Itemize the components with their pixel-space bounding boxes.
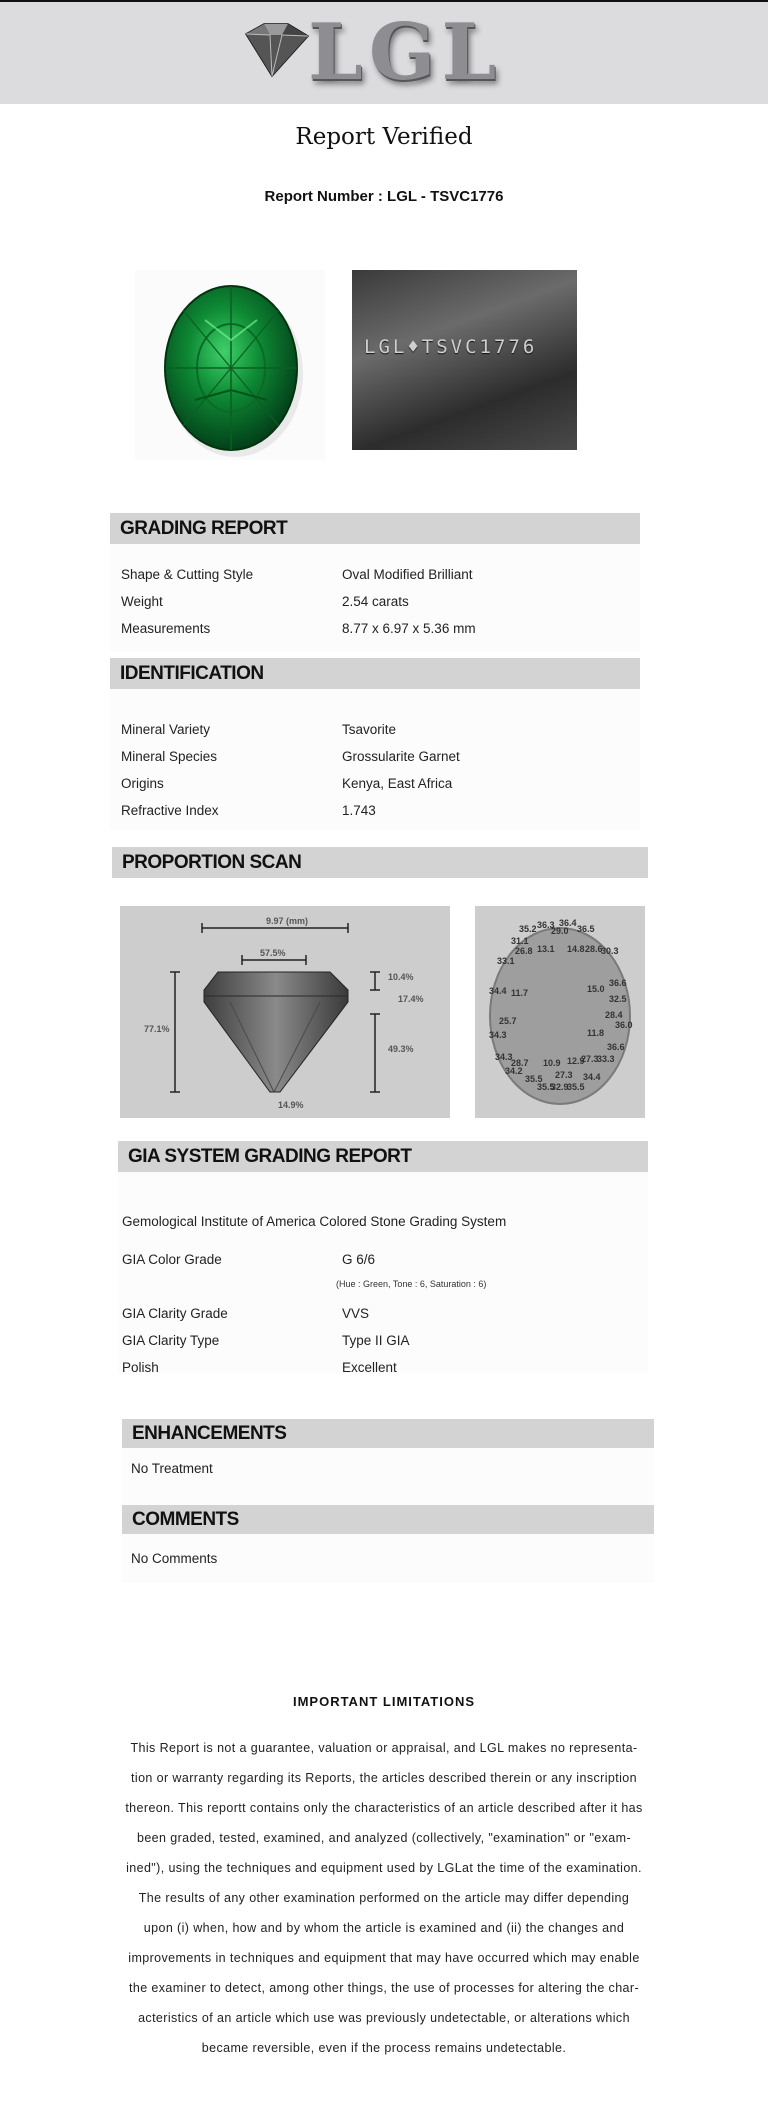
identification-heading: IDENTIFICATION <box>110 658 640 689</box>
scan-value-36: 34.2 <box>505 1066 523 1076</box>
scan-value-1: 35.2 <box>519 924 537 934</box>
limitations-line: thereon. This reportt contains only the characteristics of an article described after it has <box>125 1801 643 1815</box>
crown-value: 10.4% <box>388 972 414 982</box>
color-grade-note: (Hue : Green, Tone : 6, Saturation : 6) <box>336 1279 487 1289</box>
table-value: 57.5% <box>260 948 286 958</box>
limitations-line: became reversible, even if the process remains undetectable. <box>201 2041 567 2055</box>
measurements-label: Measurements <box>121 621 211 636</box>
mineral-variety-label: Mineral Variety <box>121 722 211 737</box>
limitations-line: The results of any other examination performed on the article may differ depending <box>138 1891 630 1905</box>
clarity-type-value: Type II GIA <box>342 1333 410 1348</box>
lgl-logo[interactable] <box>232 7 503 98</box>
scan-value-26: 10.9 <box>543 1058 561 1068</box>
weight-value: 2.54 carats <box>342 594 409 609</box>
gem-profile-diagram <box>120 906 450 1118</box>
clarity-grade-value: VVS <box>342 1306 370 1321</box>
diamond-logo-icon <box>236 20 312 80</box>
scan-value-25: 28.7 <box>511 1058 529 1068</box>
scan-value-4: 36.5 <box>577 924 595 934</box>
girdle-value: 17.4% <box>398 994 424 1004</box>
limitations-line: the examiner to detect, among other things, the use of processes for altering the char- <box>128 1981 640 1995</box>
scan-value-29: 33.3 <box>597 1054 615 1064</box>
scan-value-2: 36.3 <box>537 920 555 930</box>
comments-value: No Comments <box>131 1551 218 1566</box>
gia-intro: Gemological Institute of America Colored Stone Grading System <box>122 1214 507 1229</box>
scan-value-30: 35.5 <box>525 1074 543 1084</box>
enhancements-heading: ENHANCEMENTS <box>122 1419 654 1448</box>
limitations-text <box>118 1733 650 2063</box>
limitations-line: ined"), using the techniques and equipment used by LGLat the time of the examination. <box>126 1861 642 1875</box>
limitations-line: tion or warranty regarding its Reports, the articles described therein or any inscription <box>131 1771 637 1785</box>
report-number: Report Number : LGL - TSVC1776 <box>264 188 504 205</box>
clarity-type-label: GIA Clarity Type <box>122 1333 220 1348</box>
scan-value-16: 36.6 <box>609 978 627 988</box>
mineral-species-value: Grossularite Garnet <box>342 749 460 764</box>
polish-label: Polish <box>122 1360 159 1375</box>
scan-value-34: 32.9 <box>551 1082 569 1092</box>
gemstone-image <box>135 270 325 460</box>
mineral-species-label: Mineral Species <box>121 749 218 764</box>
weight-label: Weight <box>121 594 163 609</box>
scan-value-23: 36.6 <box>607 1042 625 1052</box>
page-title: Report Verified <box>295 124 473 150</box>
proportion-side-view <box>120 906 450 1118</box>
scan-value-33: 35.5 <box>537 1082 555 1092</box>
scan-value-15: 15.0 <box>587 984 605 994</box>
scan-value-13: 34.4 <box>489 986 507 996</box>
limitations-line: been graded, tested, examined, and analyzed (collectively, "examination" or "exam- <box>136 1831 632 1845</box>
scan-value-7: 26.8 <box>515 946 533 956</box>
polish-value: Excellent <box>342 1360 397 1375</box>
comments-heading: COMMENTS <box>122 1505 654 1534</box>
inscription-photo <box>352 270 577 450</box>
measurements-value: 8.77 x 6.97 x 5.36 mm <box>342 621 476 636</box>
limitations-line: upon (i) when, how and by whom the article is examined and (ii) the changes and <box>143 1921 625 1935</box>
scan-value-21: 11.8 <box>587 1028 605 1038</box>
scan-value-22: 36.0 <box>615 1020 633 1030</box>
scan-value-18: 25.7 <box>499 1016 517 1026</box>
scan-value-32: 34.4 <box>583 1072 601 1082</box>
limitations-line: acteristics of an article which use was previously undetectable, or alterations which <box>138 2011 630 2025</box>
scan-value-24: 34.3 <box>495 1052 513 1062</box>
scan-value-17: 32.5 <box>609 994 627 1004</box>
limitations-line: This Report is not a guarantee, valuation or appraisal, and LGL makes no representa- <box>130 1741 638 1755</box>
scan-value-5: 31.1 <box>511 936 529 946</box>
scan-value-9: 14.8 <box>567 944 585 954</box>
pavilion-value: 49.3% <box>388 1044 414 1054</box>
gemstone-photo <box>135 270 325 460</box>
proportion-top-view <box>475 906 645 1118</box>
scan-value-20: 34.3 <box>489 1030 507 1040</box>
gia-report-heading: GIA SYSTEM GRADING REPORT <box>118 1141 648 1172</box>
enhancements-value: No Treatment <box>131 1461 213 1476</box>
shape-label: Shape & Cutting Style <box>121 567 254 582</box>
refractive-index-value: 1.743 <box>342 803 376 818</box>
scan-value-14: 11.7 <box>511 988 529 998</box>
scan-value-3: 36.4 <box>559 918 577 928</box>
grading-report-heading: GRADING REPORT <box>110 513 640 544</box>
logo-text: LGL <box>308 7 503 98</box>
width-value: 9.97 (mm) <box>266 916 309 926</box>
scan-value-10: 28.6 <box>585 944 603 954</box>
scan-value-6: 29.0 <box>551 926 569 936</box>
scan-value-19: 28.4 <box>605 1010 623 1020</box>
scan-value-28: 27.3 <box>581 1054 599 1064</box>
origins-label: Origins <box>121 776 164 791</box>
scan-value-12: 33.1 <box>497 956 515 966</box>
scan-value-31: 27.3 <box>555 1070 573 1080</box>
limitations-heading: IMPORTANT LIMITATIONS <box>292 1694 476 1709</box>
clarity-grade-label: GIA Clarity Grade <box>122 1306 228 1321</box>
culet-value: 14.9% <box>278 1100 304 1110</box>
mineral-variety-value: Tsavorite <box>342 722 397 737</box>
scan-value-11: 30.3 <box>601 946 619 956</box>
scan-value-35: 35.5 <box>567 1082 585 1092</box>
color-grade-label: GIA Color Grade <box>122 1252 222 1267</box>
color-grade-value: G 6/6 <box>342 1252 376 1267</box>
depth-value: 77.1% <box>144 1024 170 1034</box>
scan-value-8: 13.1 <box>537 944 555 954</box>
limitations-line: improvements in techniques and equipment that may have occurred which may enable <box>128 1951 640 1965</box>
girdle-inscription: LGL♦TSVC1776 <box>364 336 538 358</box>
shape-value: Oval Modified Brilliant <box>342 567 473 582</box>
origins-value: Kenya, East Africa <box>342 776 453 791</box>
proportion-scan-heading: PROPORTION SCAN <box>112 847 648 878</box>
scan-value-27: 12.9 <box>567 1056 585 1066</box>
refractive-index-label: Refractive Index <box>121 803 219 818</box>
